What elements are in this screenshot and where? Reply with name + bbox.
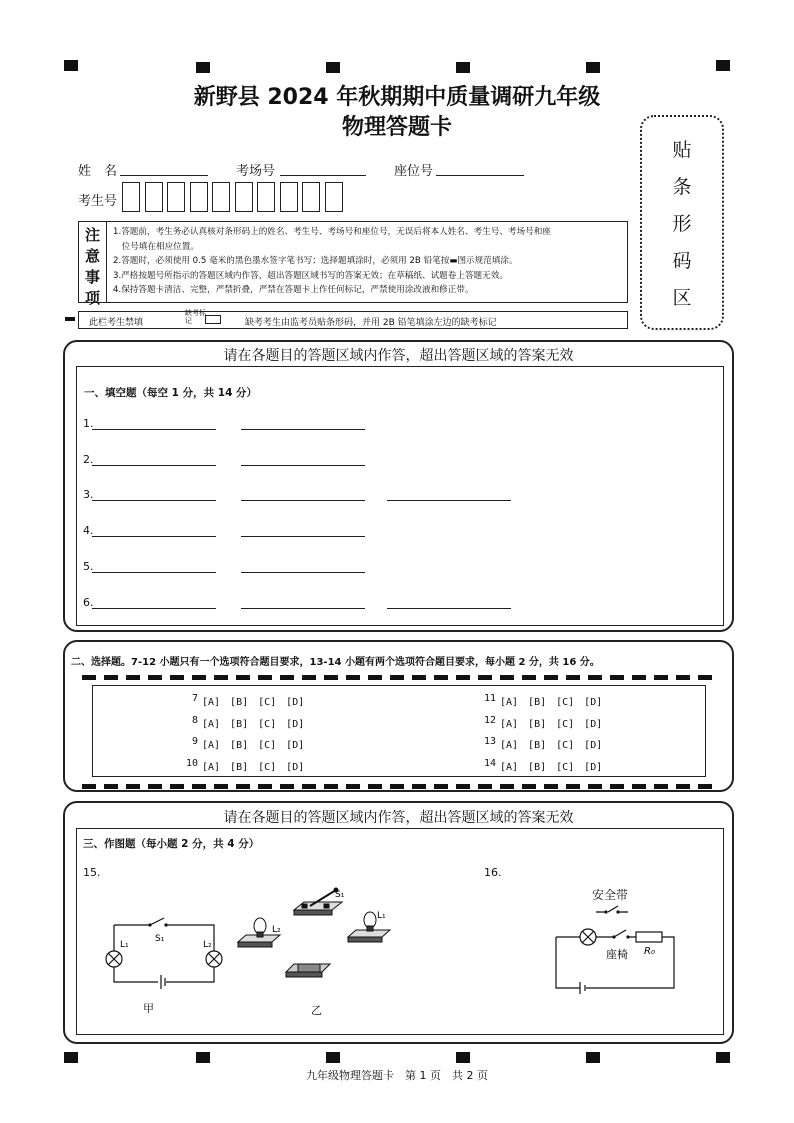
section-fill-in — [63, 340, 734, 632]
notice-head-char: 注 — [84, 226, 100, 244]
notice-head-char: 项 — [84, 289, 100, 307]
barcode-sticker-area — [640, 115, 724, 330]
id-digit-box[interactable] — [167, 182, 185, 212]
notice-body — [113, 225, 625, 298]
registration-mark — [64, 60, 78, 71]
absent-row — [78, 311, 628, 329]
question-16-label: 16. — [484, 866, 502, 879]
answer-blank[interactable] — [241, 429, 365, 430]
sticker-char: 形 — [672, 213, 692, 235]
fill-in-area — [76, 366, 724, 626]
seatbelt-label: 安全带 — [592, 888, 629, 902]
registration-mark — [196, 62, 210, 73]
id-digit-box[interactable] — [302, 182, 320, 212]
sticker-char: 码 — [672, 250, 692, 272]
figure-jia-label: 甲 — [143, 1002, 154, 1015]
absent-label: 此栏考生禁填 — [89, 318, 144, 328]
answer-blank[interactable] — [387, 500, 511, 501]
name-label: 姓 名 — [78, 164, 118, 179]
choice-number: 7 — [191, 693, 198, 704]
absent-mark-label: 缺考标记 — [185, 309, 206, 325]
registration-mark — [586, 62, 600, 73]
registration-mark — [326, 1052, 340, 1063]
answer-blank[interactable] — [387, 608, 511, 609]
room-field[interactable] — [280, 160, 366, 176]
seat-label: 座椅 — [606, 948, 628, 961]
circuit-diagram-jia — [100, 905, 230, 1000]
choice-number: 14 — [483, 757, 496, 769]
registration-mark — [716, 60, 730, 71]
answer-area-warning: 请在各题目的答题区域内作答，超出答题区域的答案无效 — [223, 810, 574, 826]
choice-number: 10 — [185, 757, 198, 769]
id-digit-box[interactable] — [235, 182, 253, 212]
registration-mark — [586, 1052, 600, 1063]
choice-number: 11 — [483, 693, 496, 704]
id-digit-box[interactable] — [280, 182, 298, 212]
page-subtitle: 物理答题卡 — [341, 115, 452, 140]
registration-mark — [456, 62, 470, 73]
question-number: 2. — [83, 452, 94, 466]
choice-options[interactable]: [A] [B] [C] [D] — [500, 761, 603, 773]
choice-number: 9 — [191, 736, 198, 747]
id-digit-box[interactable] — [190, 182, 208, 212]
notice-head-char: 意 — [84, 247, 100, 265]
label-s1: S₁ — [335, 890, 345, 900]
seat-field[interactable] — [436, 160, 524, 176]
answer-blank[interactable] — [92, 465, 216, 466]
label-l1: L₁ — [377, 911, 386, 921]
id-digit-box[interactable] — [325, 182, 343, 212]
section3-title: 三、作图题（每小题 2 分，共 4 分） — [83, 838, 260, 850]
choice-options[interactable]: [A] [B] [C] [D] — [500, 718, 603, 730]
r0-label: R₀ — [644, 946, 655, 957]
choice-options[interactable]: [A] [B] [C] [D] — [202, 761, 305, 773]
label-l2: L₂ — [272, 925, 281, 935]
room-label: 考场号 — [236, 164, 276, 179]
name-field[interactable] — [120, 160, 208, 176]
id-digit-box[interactable] — [122, 182, 140, 212]
answer-blank[interactable] — [241, 465, 365, 466]
section2-title: 二、选择题。7-12 小题只有一个选项符合题目要求，13-14 小题有两个选项符合题目要求，每小题 2 分，共 16 分。 — [71, 657, 600, 668]
notice-item: 3.严格按题号所指示的答题区域内作答，超出答题区域书写的答案无效；在草稿纸、试题卷上答题无效。 — [113, 270, 508, 281]
absent-note: 缺考考生由监考员贴条形码，并用 2B 铅笔填涂左边的缺考标记 — [245, 318, 497, 328]
answer-blank[interactable] — [92, 572, 216, 573]
answer-area-warning: 请在各题目的答题区域内作答，超出答题区域的答案无效 — [223, 348, 574, 364]
sticker-char: 贴 — [672, 139, 692, 161]
choice-options[interactable]: [A] [B] [C] [D] — [500, 740, 603, 751]
absent-mark-box[interactable] — [205, 315, 221, 324]
choice-number: 13 — [483, 736, 496, 747]
question-15-label: 15. — [83, 866, 101, 879]
sticker-char: 条 — [672, 176, 692, 198]
sticker-char: 区 — [672, 287, 692, 309]
choice-options[interactable]: [A] [B] [C] [D] — [500, 697, 603, 708]
notice-item: 4.保持答题卡清洁、完整，严禁折叠，严禁在答题卡上作任何标记，严禁使用涂改液和修正带。 — [113, 285, 474, 296]
figure-yi-label: 乙 — [311, 1004, 322, 1017]
id-label: 考生号 — [78, 194, 118, 209]
id-digit-box[interactable] — [145, 182, 163, 212]
notice-item: 1.答题前，考生务必认真核对条形码上的姓名、考生号、考场号和座位号，无误后将本人姓名、考生号、考场号和座 — [113, 227, 551, 237]
registration-mark — [456, 1052, 470, 1063]
notice-item: 2.答题时，必须使用 0.5 毫米的黑色墨水签字笔书写；选择题填涂时，必须用 2B 铅笔按▬图示规范填涂。 — [113, 256, 518, 267]
registration-mark — [196, 1052, 210, 1063]
dash-line — [82, 675, 716, 680]
id-digit-box[interactable] — [257, 182, 275, 212]
absent-mark-bar — [65, 317, 75, 321]
dash-line — [82, 784, 716, 789]
notice-head-char: 事 — [84, 268, 100, 286]
answer-blank[interactable] — [241, 536, 365, 537]
question-number: 4. — [83, 524, 94, 538]
label-l2: L₂ — [203, 940, 212, 950]
notice-item: 位号填在相应位置。 — [113, 241, 199, 252]
answer-blank[interactable] — [92, 608, 216, 609]
page-title: 新野县 2024 年秋期期中质量调研九年级 — [193, 85, 601, 110]
label-s1: S₁ — [155, 934, 165, 944]
answer-blank[interactable] — [241, 608, 365, 609]
registration-mark — [326, 62, 340, 73]
seat-label: 座位号 — [394, 164, 434, 179]
answer-blank[interactable] — [241, 500, 365, 501]
id-digit-box[interactable] — [212, 182, 230, 212]
choice-options[interactable]: [A] [B] [C] [D] — [202, 740, 305, 751]
registration-mark — [716, 1052, 730, 1063]
choice-number: 12 — [483, 714, 496, 726]
answer-blank[interactable] — [92, 500, 216, 501]
question-number: 1. — [83, 417, 94, 430]
page-footer: 九年级物理答题卡 第 1 页 共 2 页 — [306, 1069, 488, 1082]
registration-mark — [64, 1052, 78, 1063]
notice-box — [78, 221, 628, 307]
question-number: 6. — [83, 595, 94, 609]
label-l1: L₁ — [120, 940, 129, 950]
answer-blank[interactable] — [92, 536, 216, 537]
choice-number: 8 — [191, 714, 198, 726]
choice-options[interactable]: [A] [B] [C] [D] — [202, 697, 305, 708]
question-number: 3. — [83, 488, 94, 502]
notice-heading — [79, 222, 107, 307]
answer-blank[interactable] — [241, 572, 365, 573]
physical-components-yi — [232, 880, 402, 990]
seatbelt-circuit — [552, 900, 682, 1000]
answer-blank[interactable] — [92, 429, 216, 430]
choice-options[interactable]: [A] [B] [C] [D] — [202, 718, 305, 730]
question-number: 5. — [83, 559, 94, 573]
section1-title: 一、填空题（每空 1 分，共 14 分） — [84, 387, 258, 399]
